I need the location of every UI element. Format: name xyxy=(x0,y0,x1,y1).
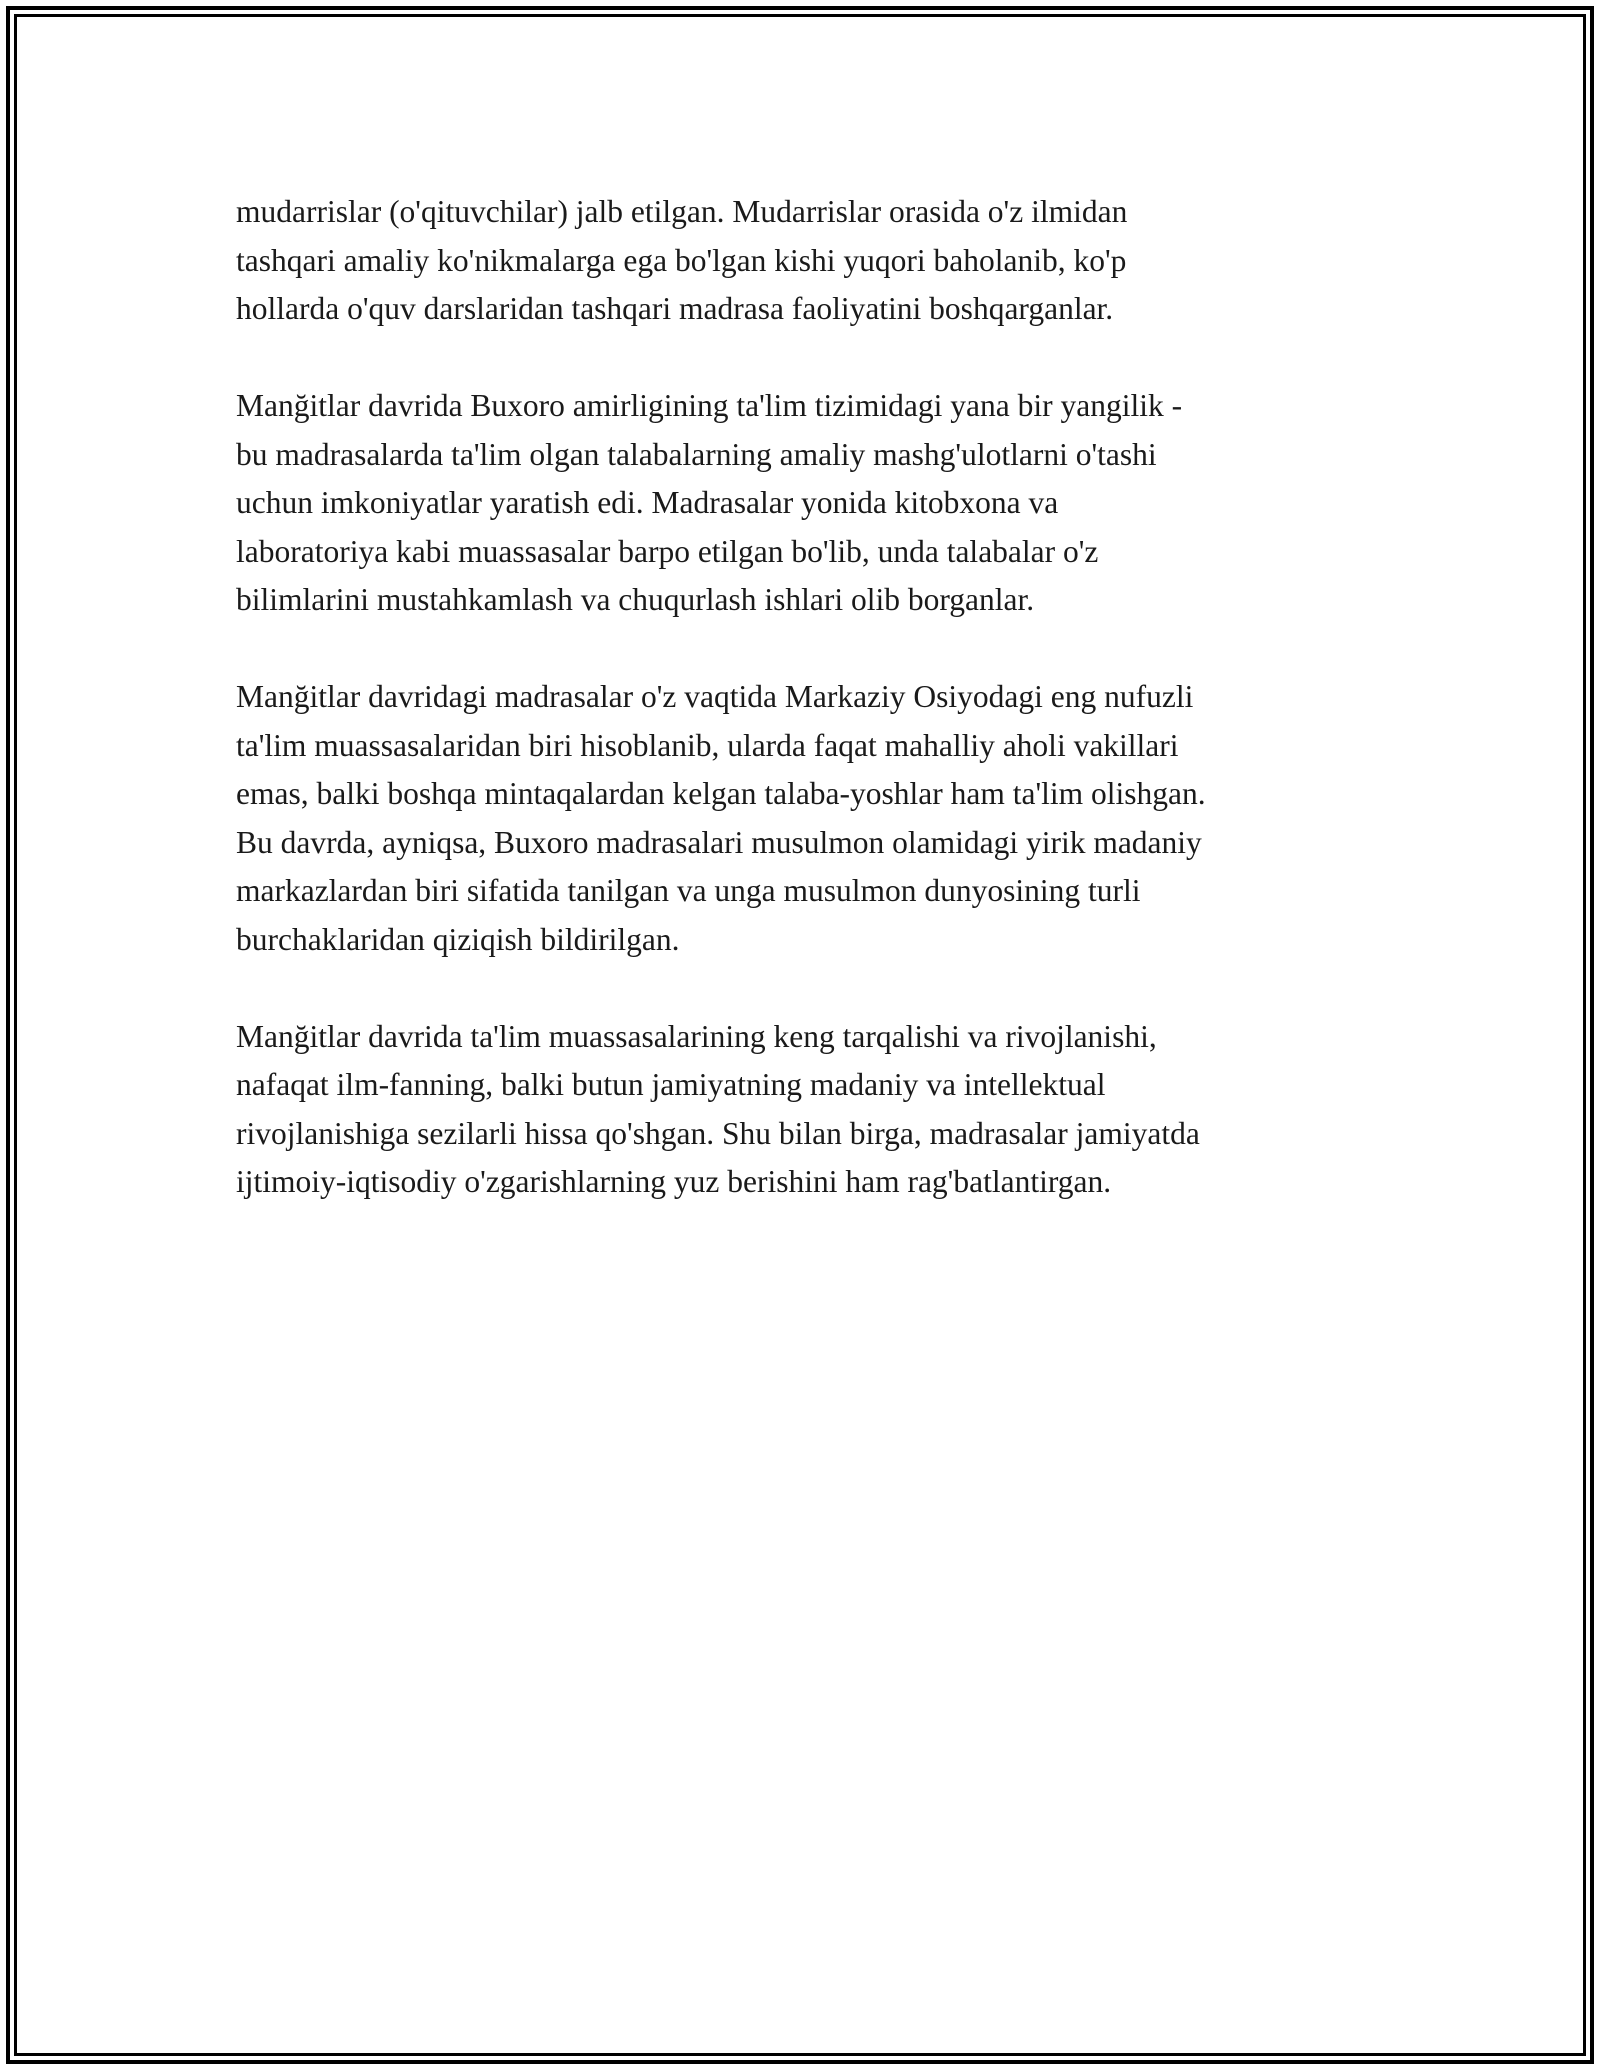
text-line: ijtimoiy-iqtisodiy o'zgarishlarning yuz berishini ham rag'batlantirgan. xyxy=(236,1164,1112,1199)
paragraph xyxy=(236,673,1376,964)
paragraph xyxy=(236,188,1376,334)
text-line: bilimlarini mustahkamlash va chuqurlash ishlari olib borganlar. xyxy=(236,582,1035,617)
document-body xyxy=(236,188,1376,1255)
text-line: tashqari amaliy ko'nikmalarga ega bo'lgan kishi yuqori baholanib, ko'p xyxy=(236,242,1127,278)
paragraph xyxy=(236,382,1376,625)
text-line: bu madrasalarda ta'lim olgan talabalarning amaliy mashg'ulotlarni o'tashi xyxy=(236,436,1157,472)
text-line: markazlardan biri sifatida tanilgan va unga musulmon dunyosining turli xyxy=(236,873,1141,908)
text-line: Manğitlar davrida ta'lim muassasalarining keng tarqalishi va rivojlanishi, xyxy=(236,1018,1157,1054)
text-line: hollarda o'quv darslaridan tashqari madrasa faoliyatini boshqarganlar. xyxy=(236,291,1114,326)
text-line: Manğitlar davrida Buxoro amirligining ta'lim tizimidagi yana bir yangilik - xyxy=(236,388,1183,423)
text-line: emas, balki boshqa mintaqalardan kelgan talaba-yoshlar ham ta'lim olishgan. xyxy=(236,776,1206,811)
text-line: uchun imkoniyatlar yaratish edi. Madrasalar yonida kitobxona va xyxy=(236,485,1059,520)
text-line: burchaklaridan qiziqish bildirilgan. xyxy=(236,921,680,957)
text-line: ta'lim muassasalaridan biri hisoblanib, ularda faqat mahalliy aholi vakillari xyxy=(236,727,1179,763)
text-line: Bu davrda, ayniqsa, Buxoro madrasalari musulmon olamidagi yirik madaniy xyxy=(236,824,1202,860)
text-line: laboratoriya kabi muassasalar barpo etilgan bo'lib, unda talabalar o'z xyxy=(236,533,1099,569)
text-line: rivojlanishiga sezilarli hissa qo'shgan. Shu bilan birga, madrasalar jamiyatda xyxy=(236,1115,1200,1151)
paragraph xyxy=(236,1013,1376,1207)
text-line: mudarrislar (o'qituvchilar) jalb etilgan. Mudarrislar orasida o'z ilmidan xyxy=(236,194,1128,229)
text-line: nafaqat ilm-fanning, balki butun jamiyatning madaniy va intellektual xyxy=(236,1067,1106,1102)
text-line: Manğitlar davridagi madrasalar o'z vaqtida Markaziy Osiyodagi eng nufuzli xyxy=(236,679,1194,714)
